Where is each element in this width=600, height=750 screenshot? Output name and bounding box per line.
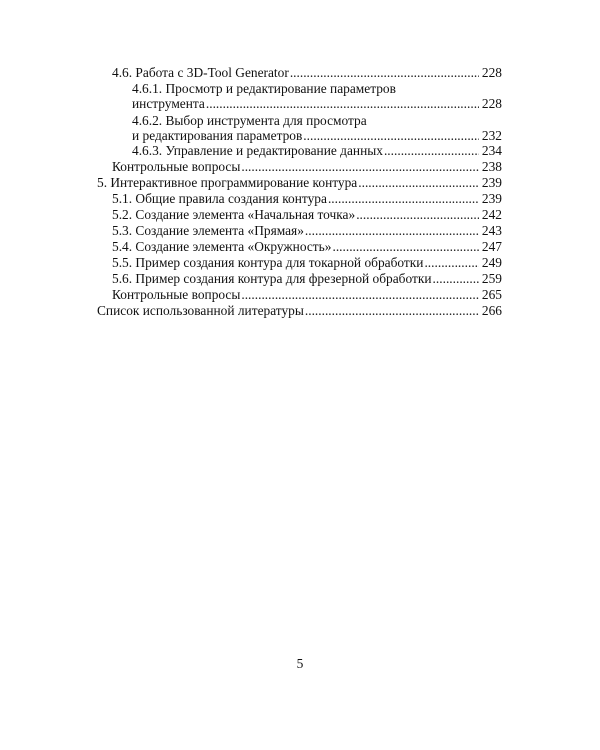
toc-entry-page: 259 (481, 271, 502, 286)
toc-entry-page: 238 (481, 159, 502, 174)
toc-leader-dots (358, 175, 479, 190)
toc-entry-page: 243 (481, 223, 502, 238)
toc-entry-page: 228 (481, 96, 502, 111)
toc-leader-dots (241, 159, 479, 174)
toc-entry-title: Контрольные вопросы (112, 159, 241, 174)
toc-entry-title: 5.2. Создание элемента «Начальная точка» (112, 207, 356, 222)
toc-entry (97, 303, 502, 318)
toc-entry-page: 242 (481, 207, 502, 222)
toc-entry-title: 5.6. Пример создания контура для фрезерной обработки (112, 271, 432, 286)
toc-entry (97, 175, 502, 190)
toc-entry-page: 249 (481, 255, 502, 270)
toc-entry-title: Контрольные вопросы (112, 287, 241, 302)
toc-leader-dots (332, 239, 478, 254)
toc-leader-dots (303, 128, 479, 143)
toc-entry-title: 4.6.1. Просмотр и редактирование параметров (132, 81, 396, 96)
toc-entry-title-cont: инструмента (132, 96, 205, 111)
toc-entry-title: Список использованной литературы (97, 303, 304, 318)
toc-entry-page: 234 (481, 143, 502, 158)
toc-entry-title: 5.4. Создание элемента «Окружность» (112, 239, 332, 254)
toc-entry-title: 4.6.3. Управление и редактирование данных (132, 143, 383, 158)
toc-entry (132, 113, 502, 143)
toc-leader-dots (433, 271, 479, 286)
toc-entry (132, 81, 502, 111)
toc-entry (132, 143, 502, 158)
toc-entry (112, 239, 502, 254)
toc-leader-dots (356, 207, 479, 222)
toc-entry-page: 232 (481, 128, 502, 143)
toc-leader-dots (290, 65, 479, 80)
toc-leader-dots (328, 191, 479, 206)
toc-entry-title: 5.3. Создание элемента «Прямая» (112, 223, 304, 238)
toc-entry-title: 4.6.2. Выбор инструмента для просмотра (132, 113, 367, 128)
toc-entry (112, 287, 502, 302)
toc-entry (112, 207, 502, 222)
toc-entry-page: 247 (481, 239, 502, 254)
toc-leader-dots (424, 255, 478, 270)
toc-entry-title: 4.6. Работа с 3D-Tool Generator (112, 65, 289, 80)
toc-entry-title: 5.1. Общие правила создания контура (112, 191, 327, 206)
toc-leader-dots (241, 287, 479, 302)
toc-leader-dots (206, 96, 479, 111)
toc-leader-dots (305, 303, 479, 318)
toc-entry-page: 239 (481, 191, 502, 206)
toc-entry (112, 223, 502, 238)
toc-leader-dots (305, 223, 479, 238)
page-number: 5 (296, 656, 304, 671)
toc-entry-page: 239 (481, 175, 502, 190)
toc-entry (112, 191, 502, 206)
toc-entry-page: 266 (481, 303, 502, 318)
toc-entry-page: 228 (481, 65, 502, 80)
toc-entry (112, 255, 502, 270)
toc-entry (112, 65, 502, 80)
toc-entry-title: 5.5. Пример создания контура для токарной обработки (112, 255, 424, 270)
toc-leader-dots (384, 143, 479, 158)
toc-entry (112, 159, 502, 174)
toc-entry (112, 271, 502, 286)
toc-entry-page: 265 (481, 287, 502, 302)
toc-entry-title: 5. Интерактивное программирование контура (97, 175, 358, 190)
toc-entry-title-cont: и редактирования параметров (132, 128, 303, 143)
